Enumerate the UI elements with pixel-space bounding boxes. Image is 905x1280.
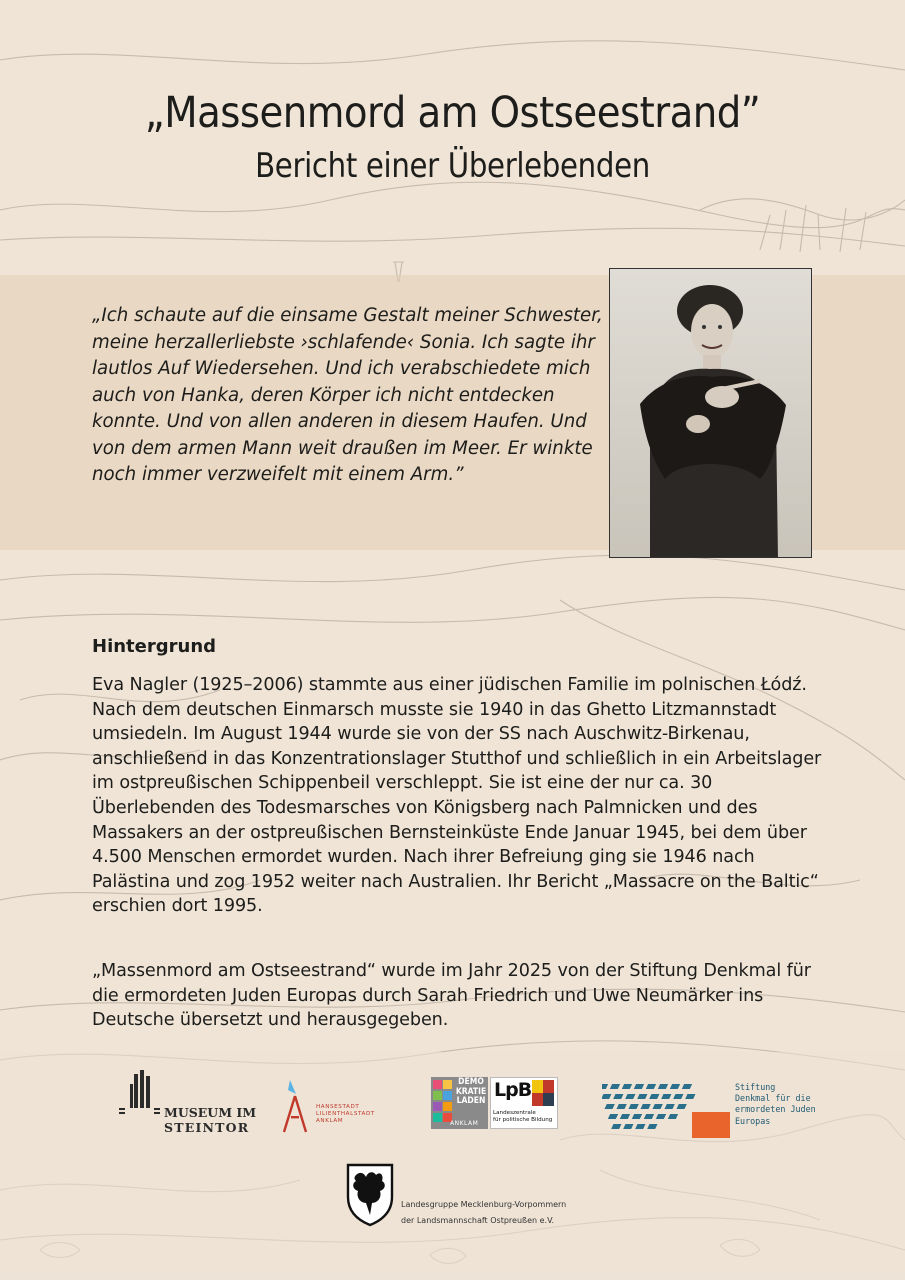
stiftung-denkmal-text: Stiftung Denkmal für die ermordeten Juden Europas <box>735 1082 816 1126</box>
page-subtitle: Bericht einer Überlebenden <box>255 146 650 186</box>
survivor-quote: „Ich schaute auf die einsame Gestalt meiner Schwester, meine herzallerliebste ›schlafende‹ Sonia. Ich sagte ihr lautlos Auf Wiedersehen. Und ich verabschiedete mich auch von Hanka, deren Körper ich nicht entdecken konnte. Und von allen anderen in diesem Haufen. Und von dem armen Mann weit draußen im Meer. Er winkte noch immer verzweifelt mit einem Arm.” <box>92 305 603 485</box>
museum-steintor-logo <box>118 1070 164 1120</box>
portrait-photo <box>609 268 812 558</box>
lpb-title: LpB <box>494 1079 532 1101</box>
page-title: „Massenmord am Ostseestrand” <box>144 88 761 138</box>
section-heading: Hintergrund <box>92 636 217 657</box>
anklam-text: HANSESTADT LILIENTHALSTADT ANKLAM <box>316 1104 375 1124</box>
lpb-coat-of-arms-icon <box>532 1080 554 1106</box>
lpb-subtext: Landeszentrale für politische Bildung <box>493 1110 553 1123</box>
demokratieladen-color-squares <box>433 1080 453 1124</box>
background-paragraph-2: „Massenmord am Ostseestrand“ wurde im Jahr 2025 von der Stiftung Denkmal für die ermordeten Juden Europas durch Sarah Friedrich und Uwe Neumärker ins Deutsche übersetzt und herausgegeben. <box>92 961 811 1031</box>
demokratieladen-text: DEMO KRATIE LADEN <box>455 1077 487 1107</box>
anklam-logo <box>280 1076 310 1134</box>
demokratieladen-subtext: ANKLAM <box>450 1120 479 1127</box>
landsmannschaft-shield-icon <box>346 1163 394 1227</box>
background-paragraph-1: Eva Nagler (1925–2006) stammte aus einer jüdischen Familie im polnischen Łódź. Nach dem deutschen Einmarsch musste sie 1940 in das Ghetto Litzmannstadt umsiedeln. Im August 1944 wurde sie von der SS nach Auschwitz-Birkenau, anschließend in das Konzentrationslager Stutthof und schließlich in ein Arbeitslager im ostpreußischen Schippenbeil verschleppt. Sie ist eine der nur ca. 30 Überlebenden des Todesmarsches von Königsberg nach Palmnicken und des Massakers an der ostpreußischen Bernsteinküste Ende Januar 1945, bei dem über 4.500 Menschen ermordet wurden. Nach ihrer Befreiung ging sie 1946 nach Palästina und zog 1952 weiter nach Australien. Ihr Bericht „Massacre on the Baltic“ erschien dort 1995. <box>92 675 822 917</box>
stiftung-denkmal-logo <box>602 1080 730 1140</box>
museum-steintor-text: MUSEUM IM STEINTOR <box>164 1105 257 1135</box>
landsmannschaft-text: Landesgruppe Mecklenburg-Vorpommern der Landsmannschaft Ostpreußen e.V. <box>401 1200 567 1225</box>
